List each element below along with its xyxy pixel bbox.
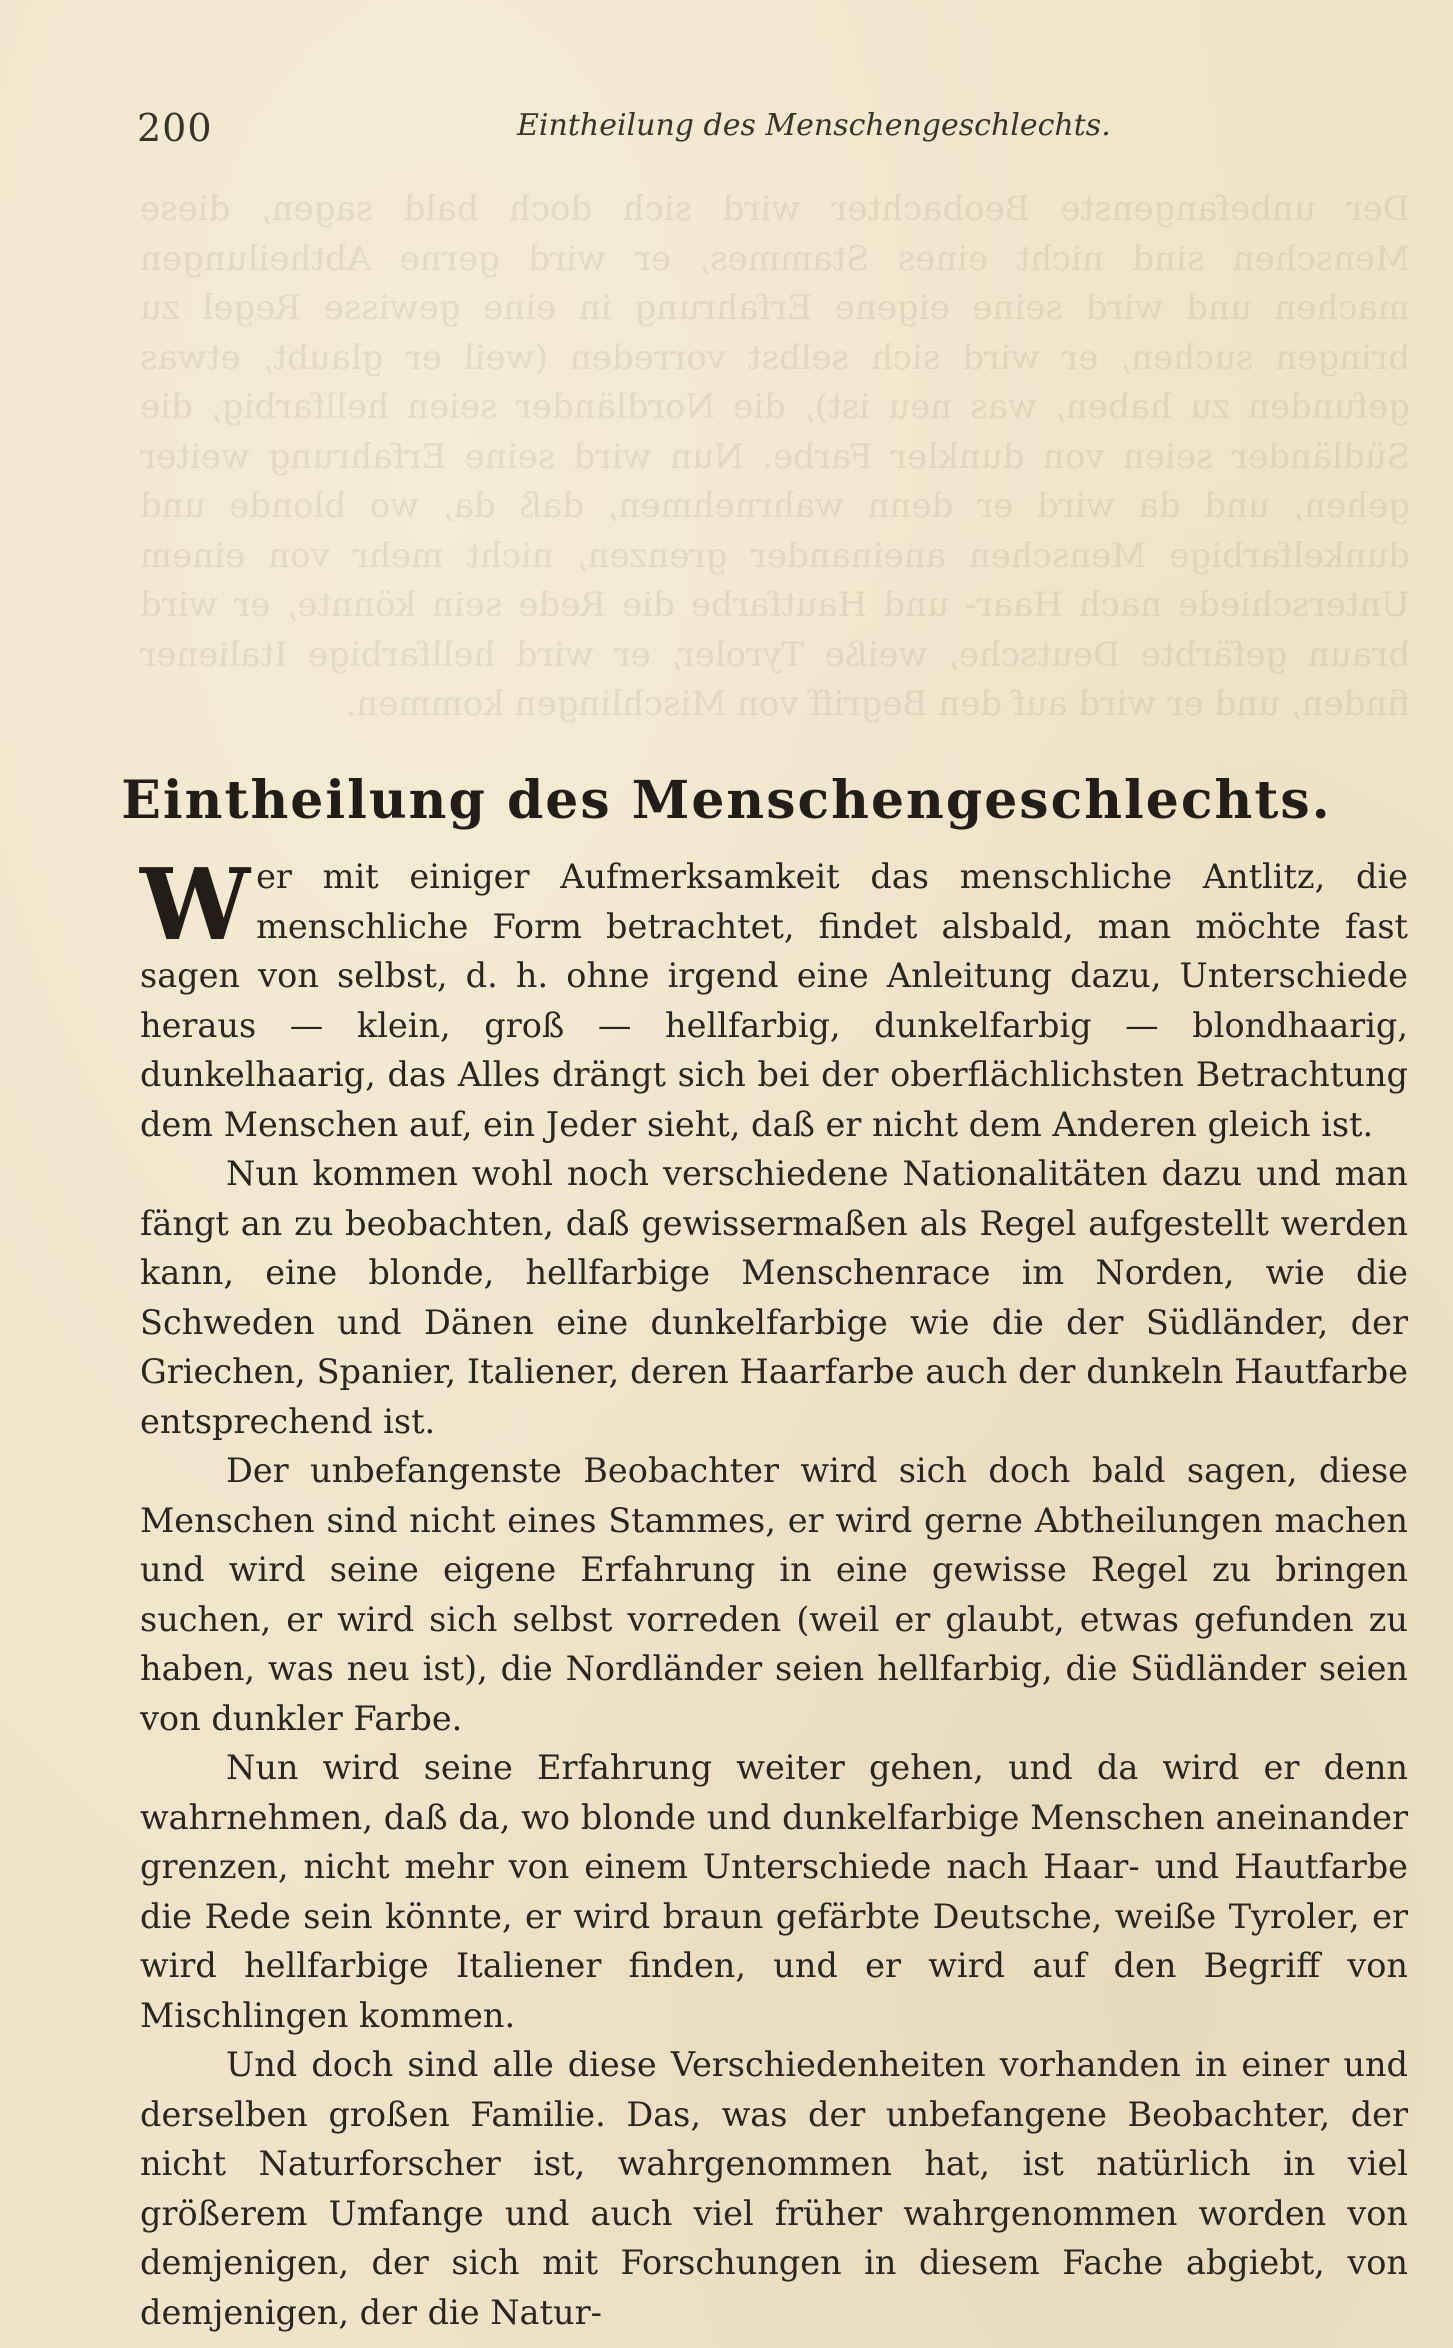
page-number: 200	[137, 106, 213, 150]
show-through-text: Nun wird seine Erfahrung weiter gehen, und da wird er denn wahrnehmen, daß da, wo blonde und dunkelfarbige Menschen aneinander grenzen, nicht mehr von einem Unterschiede nach Haar- und Hautfarbe die Rede sein könnte, er wird braun gefärbte Deutsche, weiße Tyroler, er wird hellfarbige Italiener finden, und er wird auf den Begriff von Mischlingen kommen.	[140, 436, 1410, 724]
paragraph-4: Nun wird seine Erfahrung weiter gehen, und da wird er denn wahrnehmen, daß da, wo blonde und dunkelfarbige Menschen aneinander grenzen, nicht mehr von einem Unterschiede nach Haar- und Hautfarbe die Rede sein könnte, er wird braun gefärbte Deutsche, weiße Tyroler, er wird hellfarbige Italiener finden, und er wird auf den Begriff von Mischlingen kommen.	[140, 1748, 1408, 2035]
drop-cap: W	[140, 848, 251, 963]
chapter-title: Eintheilung des Menschengeschlechts.	[121, 769, 1332, 831]
paragraph-1	[140, 848, 1408, 1149]
paragraph-3: Der unbefangenste Beobachter wird sich doch bald sagen, diese Menschen sind nicht eines Stammes, er wird gerne Abtheilungen machen und wird seine eigene Erfahrung in eine gewisse Regel zu bringen suchen, er wird sich selbst vorreden (weil er glaubt, etwas gefunden zu haben, was neu ist), die Nordländer seien hellfarbig, die Südländer seien von dunkler Farbe.	[140, 1451, 1408, 1738]
paragraph-1-text: er mit einiger Aufmerksamkeit das menschliche Antlitz, die menschliche Form betrachtet, findet alsbald, man möchte fast sagen von selbst, d. h. ohne irgend eine Anleitung dazu, Unterschiede heraus — klein, groß — hellfarbig, dunkelfarbig — blondhaarig, dunkelhaarig, das Alles drängt sich bei der oberflächlichsten Betrachtung dem Menschen auf, ein Jeder sieht, daß er nicht dem Anderen gleich ist.	[140, 857, 1408, 1144]
show-through-text: Der unbefangenste Beobachter wird sich doch bald sagen, diese Menschen sind nicht eines Stammes, er wird gerne Abtheilungen machen und wird seine eigene Erfahrung in eine gewisse Regel zu bringen suchen, er wird sich selbst vorreden (weil er glaubt, etwas gefunden zu haben, was neu ist), die Nordländer seien hellfarbig, die Südländer seien von dunkler Farbe.	[140, 189, 1410, 477]
paragraph-2: Nun kommen wohl noch verschiedene Nationalitäten dazu und man fängt an zu beobachten, daß gewissermaßen als Regel aufgestellt werden kann, eine blonde, hellfarbige Menschenrace im Norden, wie die Schweden und Dänen eine dunkelfarbige wie die der Südländer, der Griechen, Spanier, Italiener, deren Haarfarbe auch der dunkeln Hautfarbe entsprechend ist.	[140, 1154, 1408, 1441]
paragraph-5: Und doch sind alle diese Verschiedenheiten vorhanden in einer und derselben großen Familie. Das, was der unbefangene Beobachter, der nicht Naturforscher ist, wahrgenommen hat, ist natürlich in viel größerem Umfange und auch viel früher wahrgenommen worden von demjenigen, der sich mit Forschungen in diesem Fache abgiebt, von demjenigen, der die Natur-	[140, 2045, 1408, 2332]
running-title: Eintheilung des Menschengeschlechts.	[517, 108, 1111, 143]
body-text	[140, 848, 1408, 2337]
running-header	[137, 100, 1417, 160]
